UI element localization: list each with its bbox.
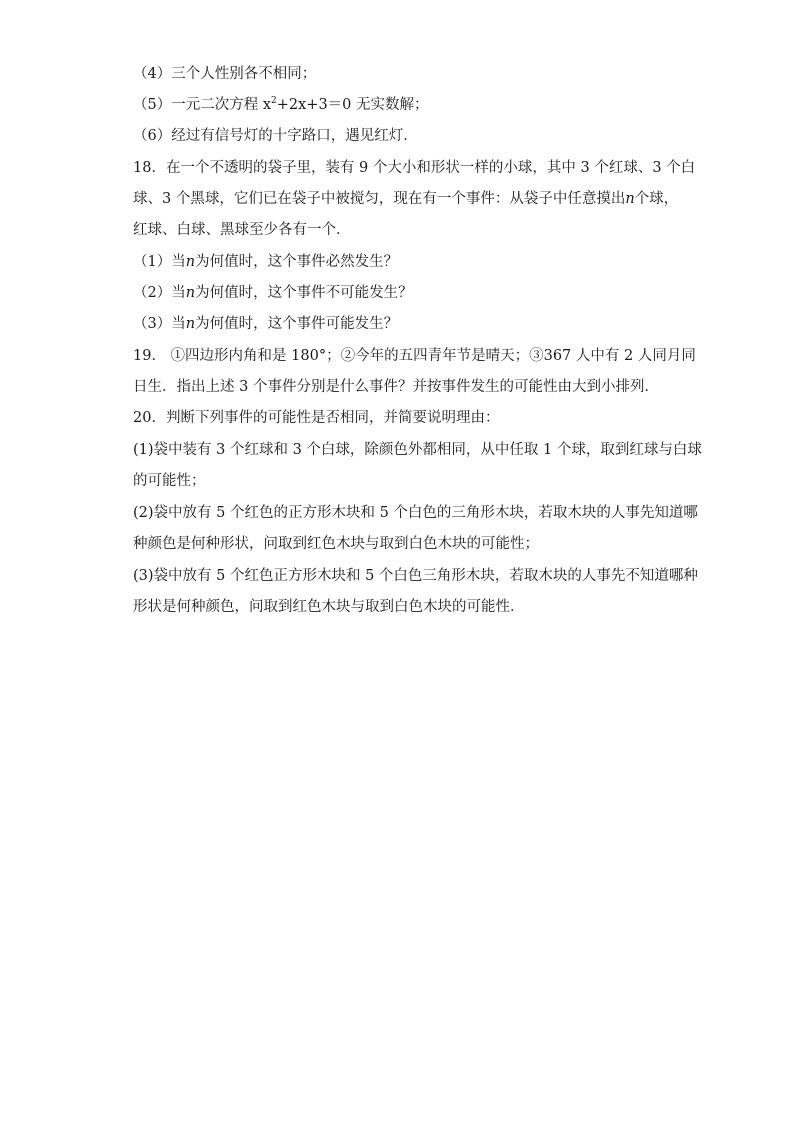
q20-sub-3-line-1: (3)袋中放有 5 个红色正方形木块和 5 个白色三角形木块，若取木块的人事先不知道哪种: [133, 568, 698, 584]
q18-line-1: 18．在一个不透明的袋子里，装有 9 个大小和形状一样的小球，其中 3 个红球、3 个白: [133, 160, 696, 176]
q20-sub-3-line-2: 形状是何种颜色，问取到红色木块与取到白色木块的可能性．: [133, 599, 525, 615]
q19-line-2: 日生．指出上述 3 个事件分别是什么事件？并按事件发生的可能性由大到小排列．: [133, 379, 659, 395]
q18-sub-3: （3）当n为何值时，这个事件可能发生？: [133, 316, 399, 332]
exponent: 2: [271, 96, 277, 106]
q18-line-2: 球、3 个黑球，它们已在袋子中被搅匀，现在有一个事件：从袋子中任意摸出n个球，: [133, 191, 679, 207]
q20-sub-1-line-2: 的可能性；: [133, 473, 206, 489]
q17-item-4: （4）三个人性别各不相同；: [133, 66, 317, 82]
q20-sub-2-line-1: (2)袋中放有 5 个红色的正方形木块和 5 个白色的三角形木块，若取木块的人事先知道哪: [133, 505, 698, 521]
q17-item-6: （6）经过有信号灯的十字路口，遇见红灯．: [133, 128, 418, 144]
q18-line-3: 红球、白球、黑球至少各有一个．: [133, 222, 351, 238]
q19-line-1: 19． ①四边形内角和是 180°；②今年的五四青年节是晴天；③367 人中有 2 人同月同: [133, 348, 696, 364]
variable-n: n: [185, 285, 196, 301]
q18-sub-1: （1）当n为何值时，这个事件必然发生？: [133, 254, 399, 270]
variable-n: n: [185, 254, 196, 270]
q18-sub-2: （2）当n为何值时，这个事件不可能发生？: [133, 285, 413, 301]
q20-line-1: 20．判断下列事件的可能性是否相同，并简要说明理由：: [133, 410, 500, 426]
q20-sub-1-line-1: (1)袋中装有 3 个红球和 3 个白球，除颜色外都相同，从中任取 1 个球，取到红球与白球: [133, 442, 702, 458]
q20-sub-2-line-2: 种颜色是何种形状，问取到红色木块与取到白色木块的可能性；: [133, 536, 539, 552]
variable-n: n: [185, 316, 196, 332]
q17-item-5: （5）一元二次方程 $x^2+2x+3=0$ 无实数解；: [133, 96, 429, 113]
variable-n: n: [625, 191, 635, 207]
